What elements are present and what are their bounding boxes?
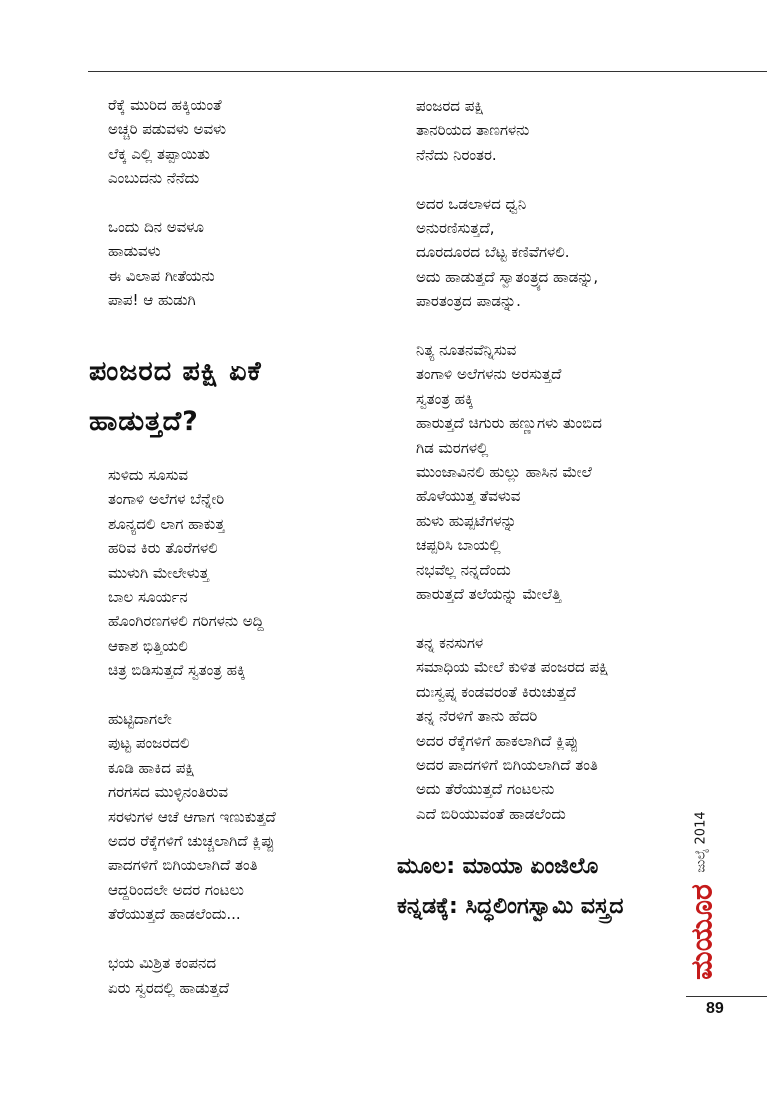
poem-line: ತನ್ನ ನೆರಳಿಗೆ ತಾನು ಹೆದರಿ xyxy=(416,707,538,726)
poem-line: ಮುಳುಗಿ ಮೇಲೇಳುತ್ತ xyxy=(108,563,209,582)
poem-line: ಮುಂಜಾವಿನಲಿ ಹುಲ್ಲು ಹಾಸಿನ ಮೇಲೆ xyxy=(416,463,592,482)
poem-line: ಚಪ್ಪರಿಸಿ ಬಾಯಲ್ಲಿ xyxy=(416,536,501,555)
poem-line: ಅಚ್ಚರಿ ಪಡುವಳು ಅವಳು xyxy=(108,120,226,139)
poem-line: ಏರು ಸ್ವರದಲ್ಲಿ ಹಾಡುತ್ತದೆ xyxy=(108,978,230,997)
poem-line: ಅದರ ರೆಕ್ಕೆಗಳಿಗೆ ಹಾಕಲಾಗಿದೆ ಕ್ಲಿಪ್ಪು xyxy=(416,731,579,750)
poem-line: ಹಾರುತ್ತದೆ ತಲೆಯನ್ನು ಮೇಲೆತ್ತಿ xyxy=(416,585,562,604)
poem-line: ಅದು ಹಾಡುತ್ತದೆ ಸ್ವಾತಂತ್ರ್ಯದ ಹಾಡನ್ನು, xyxy=(416,267,599,286)
poem-line: ಭಯ ಮಿಶ್ರಿತ ಕಂಪನದ xyxy=(108,954,217,973)
poem-title-line-1: ಪಂಜರದ ಪಕ್ಷಿ ಏಕೆ xyxy=(89,356,262,387)
poem-line: ಗಿಡ ಮರಗಳಲ್ಲಿ xyxy=(416,438,489,457)
poem-line: ನೆನೆದು ನಿರಂತರ. xyxy=(416,145,497,164)
poem-line: ತಂಗಾಳಿ ಅಲೆಗಳ ಬೆನ್ನೇರಿ xyxy=(108,490,225,509)
poem-line: ಚಿತ್ರ ಬಿಡಿಸುತ್ತದೆ ಸ್ವತಂತ್ರ ಹಕ್ಕಿ xyxy=(108,661,246,680)
poem-line: ಎಂಬುದನು ನೆನೆದು xyxy=(108,169,200,188)
credit-translator: ಕನ್ನಡಕ್ಕೆ: ಸಿದ್ಧಲಿಂಗಸ್ವಾಮಿ ವಸ್ತ್ರದ xyxy=(397,894,624,919)
header-rule xyxy=(88,71,767,72)
poem-line: ಸಮಾಧಿಯ ಮೇಲೆ ಕುಳಿತ ಪಂಜರದ ಪಕ್ಷಿ xyxy=(416,658,609,677)
poem-line: ತಂಗಾಳಿ ಅಲೆಗಳನು ಅರಸುತ್ತದೆ xyxy=(416,365,562,384)
poem-title-line-2: ಹಾಡುತ್ತದೆ? xyxy=(89,406,199,437)
poem-line: ಅದರ ರೆಕ್ಕೆಗಳಿಗೆ ಚುಚ್ಚಲಾಗಿದೆ ಕ್ಲಿಪ್ಪು xyxy=(108,832,275,851)
poem-line: ಪುಟ್ಟ ಪಂಜರದಲಿ xyxy=(108,734,190,753)
poem-line: ಈ ವಿಲಾಪ ಗೀತೆಯನು xyxy=(108,266,215,285)
stanza-gap xyxy=(108,927,276,951)
poem-line: ದೂರದೂರದ ಬೆಟ್ಟ ಕಣಿವೆಗಳಲಿ. xyxy=(416,243,570,262)
poem-line: ನಿತ್ಯ ನೂತನವೆನ್ನಿಸುವ xyxy=(416,341,517,360)
poem-line: ಕೂಡಿ ಹಾಕಿದ ಪಕ್ಷಿ xyxy=(108,758,195,777)
poem-line: ಸರಳುಗಳ ಆಚೆ ಆಗಾಗ ಇಣುಕುತ್ತದೆ xyxy=(108,807,276,826)
poem-line: ಅನುರಣಿಸುತ್ತದೆ, xyxy=(416,219,495,238)
magazine-logo-text: ಮಯೂರ xyxy=(684,884,720,980)
poem-line: ದುಃಸ್ವಪ್ನ ಕಂಡವರಂತೆ ಕಿರುಚುತ್ತದೆ xyxy=(416,682,576,701)
poem-line: ಆದ್ದರಿಂದಲೇ ಅದರ ಗಂಟಲು xyxy=(108,880,244,899)
issue-date xyxy=(686,812,716,872)
poem-line: ಶೂನ್ಯದಲಿ ಲಾಗ ಹಾಕುತ್ತ xyxy=(108,514,225,533)
poem-line: ಹಾರುತ್ತದೆ ಚಿಗುರು ಹಣ್ಣುಗಳು ತುಂಬಿದ xyxy=(416,414,602,433)
poem-line: ಹುಳು ಹುಪ್ಪಟೆಗಳನ್ನು xyxy=(416,511,517,530)
poem-line: ಬಾಲ ಸೂರ್ಯನ xyxy=(108,588,188,607)
poem-line: ಹರಿವ ಕಿರು ತೊರೆಗಳಲಿ xyxy=(108,539,218,558)
poem-line: ಸುಳಿದು ಸೂಸುವ xyxy=(108,466,189,484)
poem-line: ಆಕಾಶ ಭಿತ್ತಿಯಲಿ xyxy=(108,636,188,655)
footer-rule xyxy=(686,996,767,997)
poem-line: ಅದು ತೆರೆಯುತ್ತದೆ ಗಂಟಲನು xyxy=(416,780,555,799)
poem-line: ಸ್ವತಂತ್ರ ಹಕ್ಕಿ xyxy=(416,389,474,408)
poem-line: ಎದೆ ಬಿರಿಯುವಂತೆ ಹಾಡಲೆಂದು xyxy=(416,804,566,823)
poem-line: ಒಂದು ದಿನ ಅವಳೂ xyxy=(108,218,204,237)
right-column xyxy=(416,94,608,826)
poem-line: ಪಾರತಂತ್ರದ ಪಾಡನ್ನು. xyxy=(416,292,521,311)
poem-line: ಅದರ ಪಾದಗಳಿಗೆ ಬಿಗಿಯಲಾಗಿದೆ ತಂತಿ xyxy=(416,755,598,774)
poem-line: ಹುಟ್ಟಿದಾಗಲೇ xyxy=(108,710,172,729)
poem-line: ಹಾಡುವಳು xyxy=(108,242,161,261)
poem-line: ಪಂಜರದ ಪಕ್ಷಿ xyxy=(416,97,484,115)
left-stanza-top xyxy=(108,93,226,313)
poem-line: ರೆಕ್ಕೆ ಮುರಿದ ಹಕ್ಕಿಯಂತೆ xyxy=(108,96,222,114)
stanza-gap xyxy=(416,607,608,631)
poem-line: ಪಾದಗಳಿಗೆ ಬಿಗಿಯಲಾಗಿದೆ ತಂತಿ xyxy=(108,856,258,875)
poem-line: ಅದರ ಒಡಲಾಳದ ಧ್ವನಿ xyxy=(416,194,527,213)
left-stanza-bottom xyxy=(108,463,276,1000)
magazine-logo xyxy=(684,868,720,996)
issue-date-text: ಜುಲೈ 2014 xyxy=(693,811,709,873)
poem-line: ಲೆಕ್ಕ ಎಲ್ಲಿ ತಪ್ಪಾಯಿತು xyxy=(108,144,210,163)
poem-line: ಗರಗಸದ ಮುಳ್ಳಿನಂತಿರುವ xyxy=(108,783,229,802)
page-number: 89 xyxy=(706,1000,724,1017)
credit-original-author: ಮೂಲ: ಮಾಯಾ ಏಂಜಿಲೊ xyxy=(397,854,599,879)
poem-line: ತಾನರಿಯದ ತಾಣಗಳನು xyxy=(416,121,530,140)
poem-line: ಹೊಂಗಿರಣಗಳಲಿ ಗರಿಗಳನು ಅದ್ದಿ xyxy=(108,612,264,631)
poem-line: ಪಾಪ! ಆ ಹುಡುಗಿ xyxy=(108,291,196,310)
stanza-gap xyxy=(108,191,226,215)
poem-line: ನಭವೆಲ್ಲ ನನ್ನದೆಂದು xyxy=(416,560,511,579)
poem-line: ತನ್ನ ಕನಸುಗಳ xyxy=(416,633,484,652)
stanza-gap xyxy=(416,167,608,191)
stanza-gap xyxy=(108,683,276,707)
poem-line: ಹೊಳೆಯುತ್ತ ತೆವಳುವ xyxy=(416,487,521,506)
stanza-gap xyxy=(416,314,608,338)
poem-line: ತೆರೆಯುತ್ತದೆ ಹಾಡಲೆಂದು... xyxy=(108,905,241,924)
